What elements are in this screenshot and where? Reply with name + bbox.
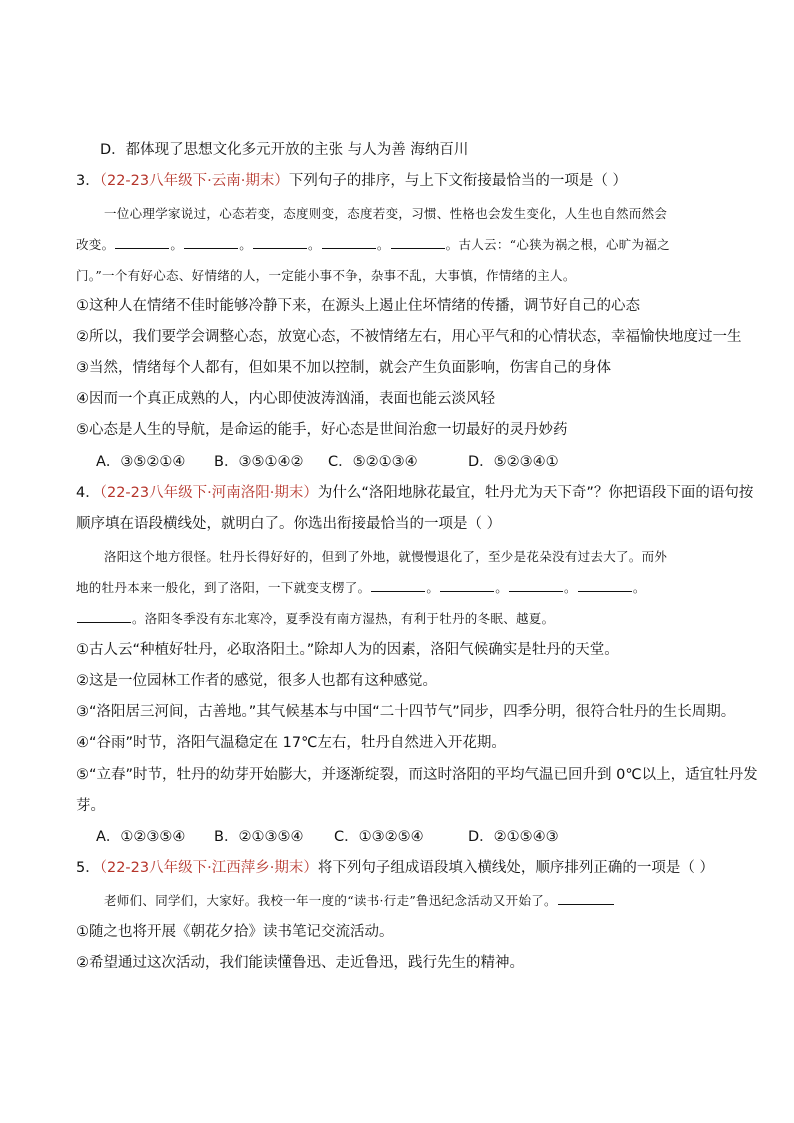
q4-item-1: ①古人云“种植好牡丹，必取洛阳土。”除却人为的因素，洛阳气候确实是牡丹的天堂。 — [76, 642, 619, 658]
q3-source: （22-23八年级下·云南·期末） — [99, 173, 289, 189]
prev-option-d: D．都体现了思想文化多元开放的主张 与人为善 海纳百川 — [100, 142, 469, 158]
q3-stem: 下列句子的排序，与上下文衔接最恰当的一项是（ ） — [288, 173, 627, 189]
q5-stem: 将下列句子组成语段填入横线处，顺序排列正确的一项是（ ） — [317, 860, 714, 876]
q4-stem-line-2: 顺序填在语段横线处，就明白了。你选出衔接最恰当的一项是（ ） — [76, 516, 502, 532]
q4-blank-4[interactable] — [578, 579, 632, 592]
q3-blank-1[interactable] — [115, 236, 169, 249]
q4-source: （22-23八年级下·河南洛阳·期末） — [99, 485, 318, 501]
q5-passage-line-1: 老师们、同学们，大家好。我校一年一度的“读书·行走”鲁迅纪念活动又开始了。 — [104, 891, 615, 911]
q3-item-5: ⑤心态是人生的导航，是命运的能手，好心态是世间治愈一切最好的灵丹妙药 — [76, 422, 568, 438]
q4-item-4: ④“谷雨”时节，洛阳气温稳定在 17℃左右，牡丹自然进入开花期。 — [76, 735, 506, 751]
q4-blank-3[interactable] — [509, 579, 563, 592]
q3-blank-3[interactable] — [253, 236, 307, 249]
q4-blank-5[interactable] — [77, 610, 131, 623]
q3-passage-line-2: 改变。 。 。 。 。 。古人云：“心狭为祸之根，心旷为福之 — [76, 237, 670, 252]
q4-option-c[interactable]: C．①③②⑤④ — [334, 829, 424, 845]
q3-passage-line-1: 一位心理学家说过，心态若变，态度则变，态度若变，习惯、性格也会发生变化，人生也自然而然会 — [104, 206, 668, 221]
q5-header — [76, 858, 714, 878]
q4-option-d[interactable]: D．②①⑤④③ — [468, 829, 559, 845]
q4-passage-line-3: 。洛阳冬季没有东北寒冷，夏季没有南方湿热，有利于牡丹的冬眠、越夏。 — [76, 609, 554, 629]
q4-passage-line-2: 地的牡丹本来一般化，到了洛阳，一下就变支楞了。 。 。 。 。 — [76, 580, 646, 595]
q5-number: 5． — [76, 860, 100, 876]
q4-passage-line-1: 洛阳这个地方很怪。牡丹长得好好的，但到了外地，就慢慢退化了，至少是花朵没有过去大了。而外 — [104, 549, 668, 564]
q5-source: （22-23八年级下·江西萍乡·期末） — [99, 860, 318, 876]
q3-option-a[interactable]: A．③⑤②①④ — [96, 454, 186, 470]
q3-blank-4[interactable] — [322, 236, 376, 249]
q3-item-4: ④因而一个真正成熟的人，内心即使波涛汹涌，表面也能云淡风轻 — [76, 391, 495, 407]
q4-item-5: ⑤“立春”时节，牡丹的幼芽开始膨大，并逐渐绽裂，而这时洛阳的平均气温已回升到 0℃以上，适宜牡丹发 — [76, 767, 758, 783]
q4-blank-1[interactable] — [371, 579, 425, 592]
q4-item-3: ③“洛阳居三河间，古善地。”其气候基本与中国“二十四节气”同步，四季分明，很符合牡丹的生长周期。 — [76, 704, 736, 720]
q4-number: 4． — [76, 485, 100, 501]
q4-option-b[interactable]: B．②①③⑤④ — [214, 829, 304, 845]
q5-item-2: ②希望通过这次活动，我们能读懂鲁迅、走近鲁迅，践行先生的精神。 — [76, 955, 524, 971]
q4-option-a[interactable]: A．①②③⑤④ — [96, 829, 186, 845]
q3-options — [96, 452, 559, 472]
q3-option-b[interactable]: B．③⑤①④② — [214, 454, 304, 470]
q3-blank-2[interactable] — [184, 236, 238, 249]
q4-header — [76, 483, 753, 503]
q3-option-d[interactable]: D．⑤②③④① — [468, 454, 559, 470]
q4-item-2: ②这是一位园林工作者的感觉，很多人也都有这种感觉。 — [76, 673, 437, 689]
q5-item-1: ①随之也将开展《朝花夕拾》读书笔记交流活动。 — [76, 924, 394, 940]
q3-item-3: ③当然，情绪每个人都有，但如果不加以控制，就会产生负面影响，伤害自己的身体 — [76, 360, 611, 376]
q5-blank-1[interactable] — [558, 892, 614, 905]
q4-item-5-cont: 芽。 — [76, 798, 105, 814]
q4-options — [96, 827, 559, 847]
q3-item-1: ①这种人在情绪不佳时能够冷静下来，在源头上遏止住坏情绪的传播，调节好自己的心态 — [76, 298, 640, 314]
q3-item-2: ②所以，我们要学会调整心态，放宽心态，不被情绪左右，用心平气和的心情状态，幸福愉快地度过一生 — [76, 329, 742, 345]
q3-passage-line-3: 门。”一个有好心态、好情绪的人，一定能小事不争，杂事不乱，大事慎，作情绪的主人。 — [76, 268, 576, 283]
q3-option-c[interactable]: C．⑤②①③④ — [328, 454, 418, 470]
q3-header — [76, 171, 627, 191]
q3-blank-5[interactable] — [391, 236, 445, 249]
q3-number: 3． — [76, 173, 100, 189]
q4-stem-line-1: 为什么“洛阳地脉花最宜，牡丹尤为天下奇”？你把语段下面的语句按 — [317, 485, 754, 501]
q4-blank-2[interactable] — [440, 579, 494, 592]
